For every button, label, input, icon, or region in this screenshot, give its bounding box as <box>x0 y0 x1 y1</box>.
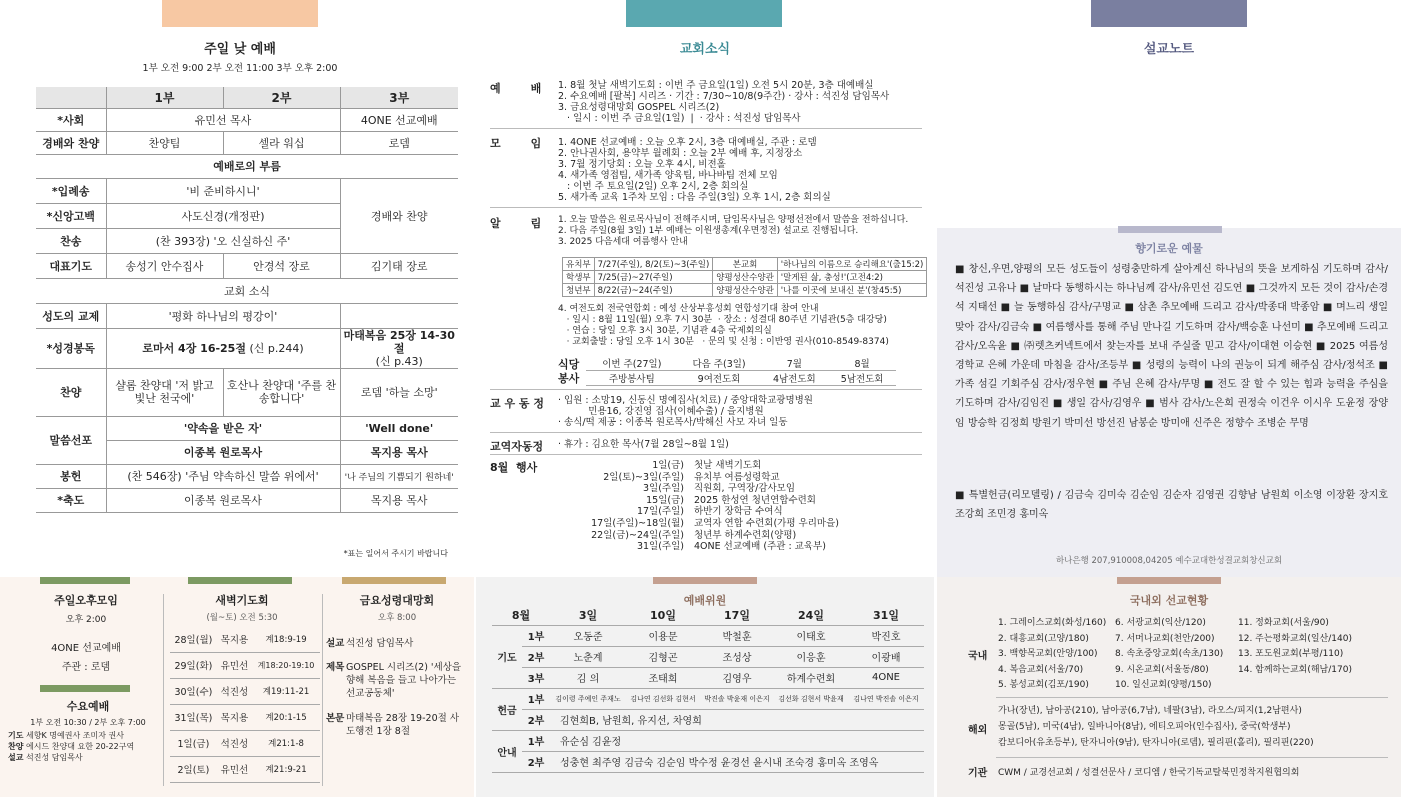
right-merge: 경배와 찬양 <box>340 178 458 253</box>
domestic-label: 국내 <box>968 651 988 662</box>
note-tab <box>1091 0 1247 27</box>
committee-title: 예배위원 <box>683 594 727 607</box>
abroad-label: 해외 <box>968 725 988 736</box>
news-staff-label: 교역자동정 <box>490 440 544 453</box>
fellowship-label: 성도의 교제 <box>36 303 106 328</box>
wednesday-service: 수요예배 1부 오전 10:30 / 2부 오후 7:00 기도 세향K 명예권사 조미자 권사 찬양 에시드 찬양대 요한 20-22구역 설교 석진성 담임목사 <box>20 698 156 763</box>
worship-times: 1부 오전 9:00 2부 오전 11:00 3부 오후 2:00 <box>142 63 338 74</box>
praise-label: 경배와 찬양 <box>36 131 106 154</box>
bible-3: 마태복음 25장 14-30절 (신 p.43) <box>340 328 458 368</box>
news-members-label: 교 우 동 정 <box>490 397 544 410</box>
worship-title: 주일 낮 예배 <box>204 42 276 57</box>
dawn-table: 28일(월) 목지용 계18:9-19 29일(화) 유민선 계18:20-19:10 30일(수) 석진성 계19:11-21 31일(목) 목지용 계20:1-15 1일(금) 석진성 계21:1-8 2일(토) 유민선 계21:9-21 <box>170 626 320 783</box>
sermon-title-3: 'Well done' <box>340 416 458 440</box>
blessing-3: 목지용 목사 <box>340 488 458 512</box>
dawn-prayer: 새벽기도회 (월~토) 오전 5:30 <box>166 592 318 623</box>
creed: 사도신경(개정판) <box>106 203 340 228</box>
bible-label: *성경봉독 <box>36 328 106 368</box>
news-members-lines: · 입원 : 소망19, 신동신 명예집사(치료) / 중앙대학교광명병원 민용16, 강진영 집사(이혜수출) / 을지병원 · 송식/떡 제공 : 이종복 원로목사/박해신 사모 자녀 일동 <box>558 395 813 428</box>
hymn: (찬 393장) '오 신실하신 주' <box>106 228 340 253</box>
hymn-label: 찬송 <box>36 228 106 253</box>
sermon-label: 말씀선포 <box>36 416 106 464</box>
news-notice-lines-2: 4. 여전도회 전국연합회 : 예성 산상부흥성회 연합성기대 참여 안내 · 일시 : 8월 11일(월) 오후 7시 30분 · 장소 : 성결대 80주년 기념관(5층 대강당) · 연습 : 당일 오후 3시 30분, 기념관 4층 국제회의실 · 교회출발 : 당일 오후 1시 30분 · 문의 및 신청 : 이반영 권사(010-8549-8374) <box>558 304 889 347</box>
news-notice-lines: 1. 오늘 말씀은 원로목사님이 전해주시며, 담임목사님은 양평선전에서 말씀을 전하십니다. 2. 다음 주일(8월 3일) 1부 예배는 이원생총계(우면정전) 설교로 진행됩니다. 3. 2025 다음세대 여름행사 안내 <box>558 215 909 247</box>
col-2bu: 2부 <box>223 87 340 108</box>
mission-title: 국내외 선교현황 <box>1129 594 1209 607</box>
invocation-label: *입례송 <box>36 178 106 203</box>
news-worship-lines: 1. 8월 첫날 새벽기도회 : 이번 주 금요일(1일) 오전 5시 20분, 3층 대예배실 2. 수요예배 [팔복] 시리즈 · 기간 : 7/30~10/8(9주간) · 강사 : 석진성 담임목사 3. 금요성령대망회 GOSPEL 시리즈(2) · 일시 : 이번 주 금요일(1일) | · 강사 : 석진성 담임목사 <box>558 80 890 124</box>
choir-3: 로뎀 '하늘 소망' <box>340 368 458 416</box>
choir-1: 샬롬 찬양대 '저 밝고 빛난 천국에' <box>106 368 223 416</box>
worship-tab <box>162 0 318 27</box>
sermon-preacher-12: 이종복 원로목사 <box>106 440 340 464</box>
offering-3: '나 주님의 기쁨되기 원하네' <box>340 464 458 488</box>
prayer-2: 안경석 장로 <box>223 253 340 278</box>
sermon-note-title: 설교노트 <box>1143 42 1195 57</box>
invocation: '비 준비하시니' <box>106 178 340 203</box>
offering-label: 봉헌 <box>36 464 106 488</box>
host-12: 유민선 목사 <box>106 108 340 131</box>
news-notice-label: 알 림 <box>490 217 543 230</box>
special-offering: ■ 특별헌금(리모델링) / 김금숙 김미숙 김순임 김순자 김영권 김향남 남원희 이소영 이장환 장지호 조강희 조민경 홍미옥 <box>955 490 1388 520</box>
bible-12: 로마서 4장 16-25절 (신 p.244) <box>106 328 340 368</box>
standing-note: *표는 일어서 주시기 바랍니다 <box>343 549 448 558</box>
col-3bu: 3부 <box>340 87 458 108</box>
choir-label: 찬양 <box>36 368 106 416</box>
news-worship-label: 예 배 <box>490 82 543 95</box>
blessing-label: *축도 <box>36 488 106 512</box>
offering-text: ■ 창신,우면,양평의 모든 성도들이 성령충만하게 살아계신 하나님의 뜻을 보게하심 기도하며 감사/석진성 고유나 ■ 날마다 동행하시는 하나님께 감사/유민선 김도연 ■ 그것까지 모든 것이 감사/손경석 지태선 ■ 늘 동행하심 감사/구명교 ■ 삼촌 추모예배 드리고 감사/박종대 박종암 ■ 며느리 생일 맞아 감사/김금숙 ■ 여름행사를 통해 주님 만나길 기도하며 감사/백승훈 나선미 ■ 추모예배 드리고 감사/오옥윤 ■ ㈜렛츠커넥트에서 찾는자를 보내 주실줄 믿고 감사/이대현 이승현 ■ 2025 여름성경학교 은혜 가운데 마침을 감사/조등부 ■ 성령의 능력이 나의 권능이 되게 해주심 감사/정석조 ■ 가족 섬길 기회주심 감사/정우현 ■ 주님 은혜 감사/무명 ■ 전도 잘 할 수 있는 힘과 능력을 주심을 기도하며 감사/김임진 ■ 생일 감사/김영우 ■ 범사 감사/노은희 권정숙 이건우 이시우 도윤정 장양임 방승학 김정희 방원기 박미선 방선진 남봉순 방미애 신주은 정향수 조병순 무명 <box>955 264 1388 429</box>
abroad-list: 가나(장년), 남아공(210), 남아공(6,7남), 네팔(3남), 라오스/피지(1,2남편사) 몽골(5남), 미국(4남), 일바니아(8남), 에티오피아(인수집사), 중국(학생부) 캄보디아(유초등부), 탄자니아(9남), 탄자니아(로뎀), 필리핀(홀리), 필리핀(220) <box>998 706 1314 748</box>
offering-12: (찬 546장) '주님 약속하신 말씀 위에서' <box>106 464 340 488</box>
bank-account: 하나은행 207,910008,04205 예수교대한성결교회창신교회 <box>1055 556 1283 566</box>
sermon-preacher-3: 목지용 목사 <box>340 440 458 464</box>
praise-1: 찬양팀 <box>106 131 223 154</box>
news-meeting-label: 모 임 <box>490 137 543 150</box>
news-meeting-lines: 1. 4ONE 선교예배 : 오늘 오후 2시, 3층 대예배실, 주관 : 로뎀 2. 안나권사회, 용약부 월례회 : 오늘 2부 예배 후, 지정장소 3. 7월 정기당회 : 오늘 오후 4시, 비전홀 4. 새가족 영접팀, 새가족 양육팀, 바나바팀 전체 모임 : 이번 주 토요일(2일) 오후 2시, 2층 회의실 5. 새가족 교육 1주차 모임 : 다음 주일(3일) 오후 1시, 2층 회의실 <box>558 137 831 203</box>
col-1bu: 1부 <box>106 87 223 108</box>
org-list: CWM / 교경선교회 / 성결선문사 / 코디엠 / 한국기독교탈북민정착지원협의회 <box>998 768 1300 778</box>
august-events: 1일(금) 첫날 새벽기도회 2일(토)~3일(주일) 유치부 여름성령학교 3일(주일) 직원회, 구역장/감사모임 15일(금) 2025 한성연 청년연합수련회 17일(주일) 하반기 장학금 수여식 17일(주일)~18일(월) 교역자 연합 수련회(가평 우리마을) 22일(금)~24일(주일) 청년부 하계수련회(양평) 31일(주일) 4ONE 선교예배 (주관 : 교육부) <box>591 460 839 553</box>
news-tab <box>626 0 782 27</box>
news-staff-line: · 휴가 : 김요한 목사(7월 28일~8월 1일) <box>558 439 729 450</box>
news-events-label: 8월 행사 <box>490 461 538 474</box>
prayer-1: 송성기 안수집사 <box>106 253 223 278</box>
fellowship: '평화 하나님의 평강이' <box>106 303 340 328</box>
church-news-row: 교회 소식 <box>36 278 458 303</box>
creed-label: *신앙고백 <box>36 203 106 228</box>
wednesday-title: 수요예배 <box>66 700 110 713</box>
domestic-list: 1. 그레이스교회(화성/160) 2. 대흥교회(고양/180) 3. 백향목교회(안양/100) 4. 복음교회(서울/70) 5. 봉성교회(김포/190) 6. 서광교회(익산/120) 7. 서머나교회(천안/200) 8. 속초중앙교회(속초/130) 9. 시온교회(서울동/80) 10. 일신교회(양평/150) 11. 정화교회(서울/90) 12. 주는평화교회(일산/140) 13. 포도원교회(부평/110) 14. 함께하는교회(해남/170) <box>998 618 1352 691</box>
praise-3: 로뎀 <box>340 131 458 154</box>
sunday-pm: 주일오후모임 오후 2:00 4ONE 선교예배 주관 : 로뎀 <box>20 592 152 673</box>
sunday-pm-title: 주일오후모임 <box>54 594 118 607</box>
meal-label: 식당봉사 <box>558 358 580 385</box>
offering-panel <box>937 228 1401 577</box>
org-label: 기관 <box>968 768 988 779</box>
host-label: *사회 <box>36 108 106 131</box>
prayer-3: 김기태 장로 <box>340 253 458 278</box>
worship-order-table <box>36 87 458 513</box>
praise-2: 셀라 워십 <box>223 131 340 154</box>
committee-table: 8월 3일 10일 17일 24일 31일 기도 1부 오동준 이용문 박철훈 이태호 박진호 2부 노춘계 김형곤 조성상 이응훈 이광배 3부 김 의 조태희 김영우 하계수련회 4ONE 헌금 1부 김이령 주예인 주재노 김나연 김선화 김현서 박진솔 박윤재 이은지 김선화 김현서 박윤재 김나연 박진솔 이은지 2부 김현희B, 남원희, 유지선, 차영희 안내 1부 유순심 김윤정 2부 성충현 최주영 김금숙 김순임 박수정 윤경선 윤시내 조숙경 홍미옥 조영옥 <box>492 606 924 773</box>
sermon-title-12: '약속을 받은 자' <box>106 416 340 440</box>
offering-title: 향기로운 예물 <box>1135 242 1203 255</box>
host-3: 4ONE 선교예배 <box>340 108 458 131</box>
call-to-worship: 예배로의 부름 <box>36 154 458 178</box>
blessing-12: 이종복 원로목사 <box>106 488 340 512</box>
dawn-title: 새벽기도회 <box>215 594 269 607</box>
friday-title: 금요성령대망회 <box>359 594 435 607</box>
choir-2: 호산나 찬양대 '주를 찬송합니다' <box>223 368 340 416</box>
prayer-label: 대표기도 <box>36 253 106 278</box>
friday-service: 금요성령대망회 오후 8:00 설교 석진성 담임목사 제목 GOSPEL 시리즈(2) '세상을 향해 복음을 들고 나아가는 선교공동체' 본문 마태복음 28장 19-20절 사도행전 1장 8절 <box>326 592 468 738</box>
news-title: 교회소식 <box>679 42 731 57</box>
summer-schedule: 유치부 7/27(주일), 8/2(토)~3(주일) 본교회 '하나님의 이름으로 승리해요'(출15:2) 학생부 7/25(금)~27(주일) 양평성산수양관 '말게된 삶, 충성!'(고전4:2) 청년부 8/22(금)~24(주일) 양평성산수양관 '나를 이곳에 보내신 분'(창45:5) <box>562 257 927 297</box>
